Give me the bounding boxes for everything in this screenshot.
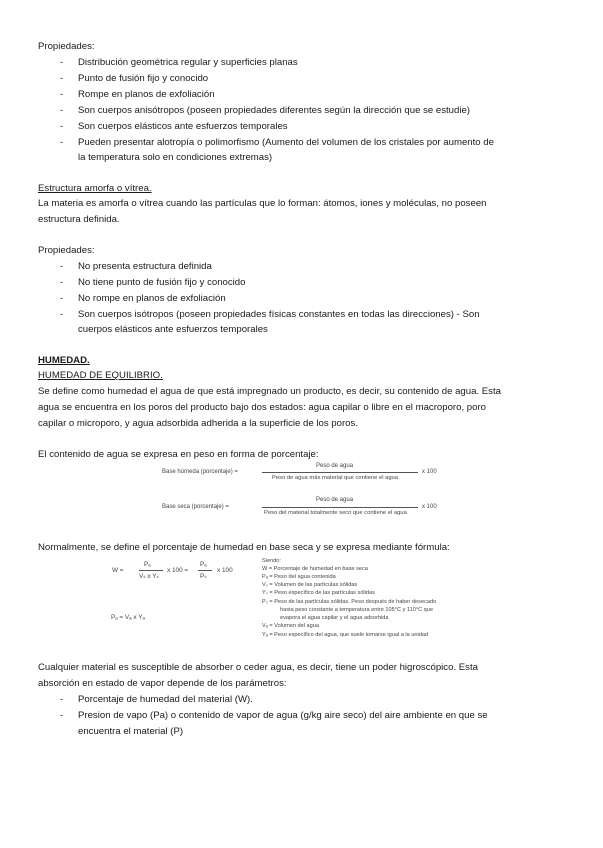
fraction-line (139, 570, 163, 571)
properties-heading: Propiedades: (38, 245, 95, 256)
bullet: - (60, 293, 64, 304)
legend-line: hasta peso constante a temperatura entre 105°C y 110°C que (280, 607, 434, 613)
fraction-line (262, 507, 418, 508)
legend-line: Pₐ = Peso del agua contenida (262, 574, 336, 580)
paragraph: absorción en estado de vapor depende de los parámetros: (38, 678, 287, 689)
list-item: Son cuerpos anisótropos (poseen propiedades diferentes según la dirección que se estudie) (78, 105, 470, 116)
formula-label: Base seca (porcentaje) = (162, 504, 229, 510)
paragraph: capilar o microporo, y agua adsorbida adherida a la superficie de los poros. (38, 418, 358, 429)
legend-line: Yₐ = Peso específico del agua, que suele tomarse igual a la unidad (262, 632, 429, 638)
formula-w: W = (112, 567, 124, 574)
paragraph: agua se encuentra en los poros del producto bajo dos estados: agua capilar o libre en el macroporo, poro (38, 402, 486, 413)
legend-line: Yₛ = Peso específico de las partículas sólidas (262, 590, 375, 596)
list-item: Son cuerpos isótropos (poseen propiedades físicas constantes en todas las direcciones) - Son (78, 309, 480, 320)
amorphous-text: La materia es amorfa o vítrea cuando las partículas que lo forman: átomos, iones y moléculas, no poseen (38, 198, 487, 209)
humidity-title: HUMEDAD. (38, 355, 90, 366)
paragraph: Normalmente, se define el porcentaje de humedad en base seca y se expresa mediante fórmula: (38, 542, 450, 553)
humidity-subtitle: HUMEDAD DE EQUILIBRIO. (38, 370, 163, 381)
formula-multiplier: x 100 (217, 567, 233, 574)
bullet: - (60, 89, 64, 100)
formula-denominator: Pₛ (200, 573, 207, 580)
formula-denominator: Vₛ x Yₛ (139, 573, 159, 580)
formula-numerator: Pₐ (200, 561, 207, 568)
bullet: - (60, 277, 64, 288)
bullet: - (60, 694, 64, 705)
bullet: - (60, 261, 64, 272)
amorphous-text: estructura definida. (38, 214, 120, 225)
legend-line: Vₛ = Volumen de las partículas sólidas (262, 582, 358, 588)
list-item: Porcentaje de humedad del material (W). (78, 694, 253, 705)
bullet: - (60, 57, 64, 68)
legend-line: evapora el agua capilar y el agua adsorbida (280, 615, 389, 621)
list-item: Presion de vapo (Pa) o contenido de vapor de agua (g/kg aire seco) del aire ambiente en que se (78, 710, 488, 721)
list-item: No presenta estructura definida (78, 261, 212, 272)
legend-line: W = Porcentaje de humedad en base seca (262, 566, 368, 572)
list-item: Pueden presentar alotropía o polimorfismo (Aumento del volumen de los cristales por aumento de (78, 137, 494, 148)
list-item: Distribución geométrica regular y superficies planas (78, 57, 298, 68)
paragraph: Cualquier material es susceptible de absorber o ceder agua, es decir, tiene un poder higroscópico. Esta (38, 662, 478, 673)
formula-multiplier: x 100 (422, 469, 437, 475)
list-item: Son cuerpos elásticos ante esfuerzos temporales (78, 121, 288, 132)
list-item: Rompe en planos de exfoliación (78, 89, 215, 100)
fraction-line (198, 570, 212, 571)
amorphous-title: Estructura amorfa o vítrea. (38, 183, 152, 194)
legend-line: Pₛ = Peso de las partículas sólidas. Peso después de haber desecado (262, 599, 437, 605)
formula-numerator: Pₐ (144, 561, 151, 568)
bullet: - (60, 73, 64, 84)
list-item: No tiene punto de fusión fijo y conocido (78, 277, 246, 288)
formula-multiplier: x 100 (422, 504, 437, 510)
formula-label: Base húmeda (porcentaje) = (162, 469, 238, 475)
fraction-line (262, 472, 418, 473)
list-item-continuation: la temperatura solo en condiciones extremas) (78, 152, 273, 163)
legend-line: Siendo: (262, 558, 281, 564)
bullet: - (60, 121, 64, 132)
formula-pa: Pₐ = Vₐ x Yₐ (111, 614, 145, 621)
properties-heading: Propiedades: (38, 41, 95, 52)
formula-denominator: Peso de agua más material que contiene el agua (272, 475, 399, 481)
legend-line: Vₐ = Volumen del agua (262, 623, 319, 629)
list-item: No rompe en planos de exfoliación (78, 293, 226, 304)
formula-denominator: Peso del material totalmente seco que contiene el agua (264, 510, 407, 516)
list-item: Punto de fusión fijo y conocido (78, 73, 209, 84)
paragraph: El contenido de agua se expresa en peso en forma de porcentaje: (38, 449, 319, 460)
formula-multiplier: x 100 = (167, 567, 189, 574)
paragraph: Se define como humedad el agua de que está impregnado un producto, es decir, su contenido de agua. Esta (38, 386, 501, 397)
formula-numerator: Peso de agua (316, 497, 354, 503)
list-item-continuation: cuerpos elásticos ante esfuerzos temporales (78, 324, 268, 335)
formula-numerator: Peso de agua (316, 463, 354, 469)
bullet: - (60, 710, 64, 721)
bullet: - (60, 137, 64, 148)
bullet: - (60, 105, 64, 116)
list-item-continuation: encuentra el material (P) (78, 726, 184, 737)
bullet: - (60, 309, 64, 320)
